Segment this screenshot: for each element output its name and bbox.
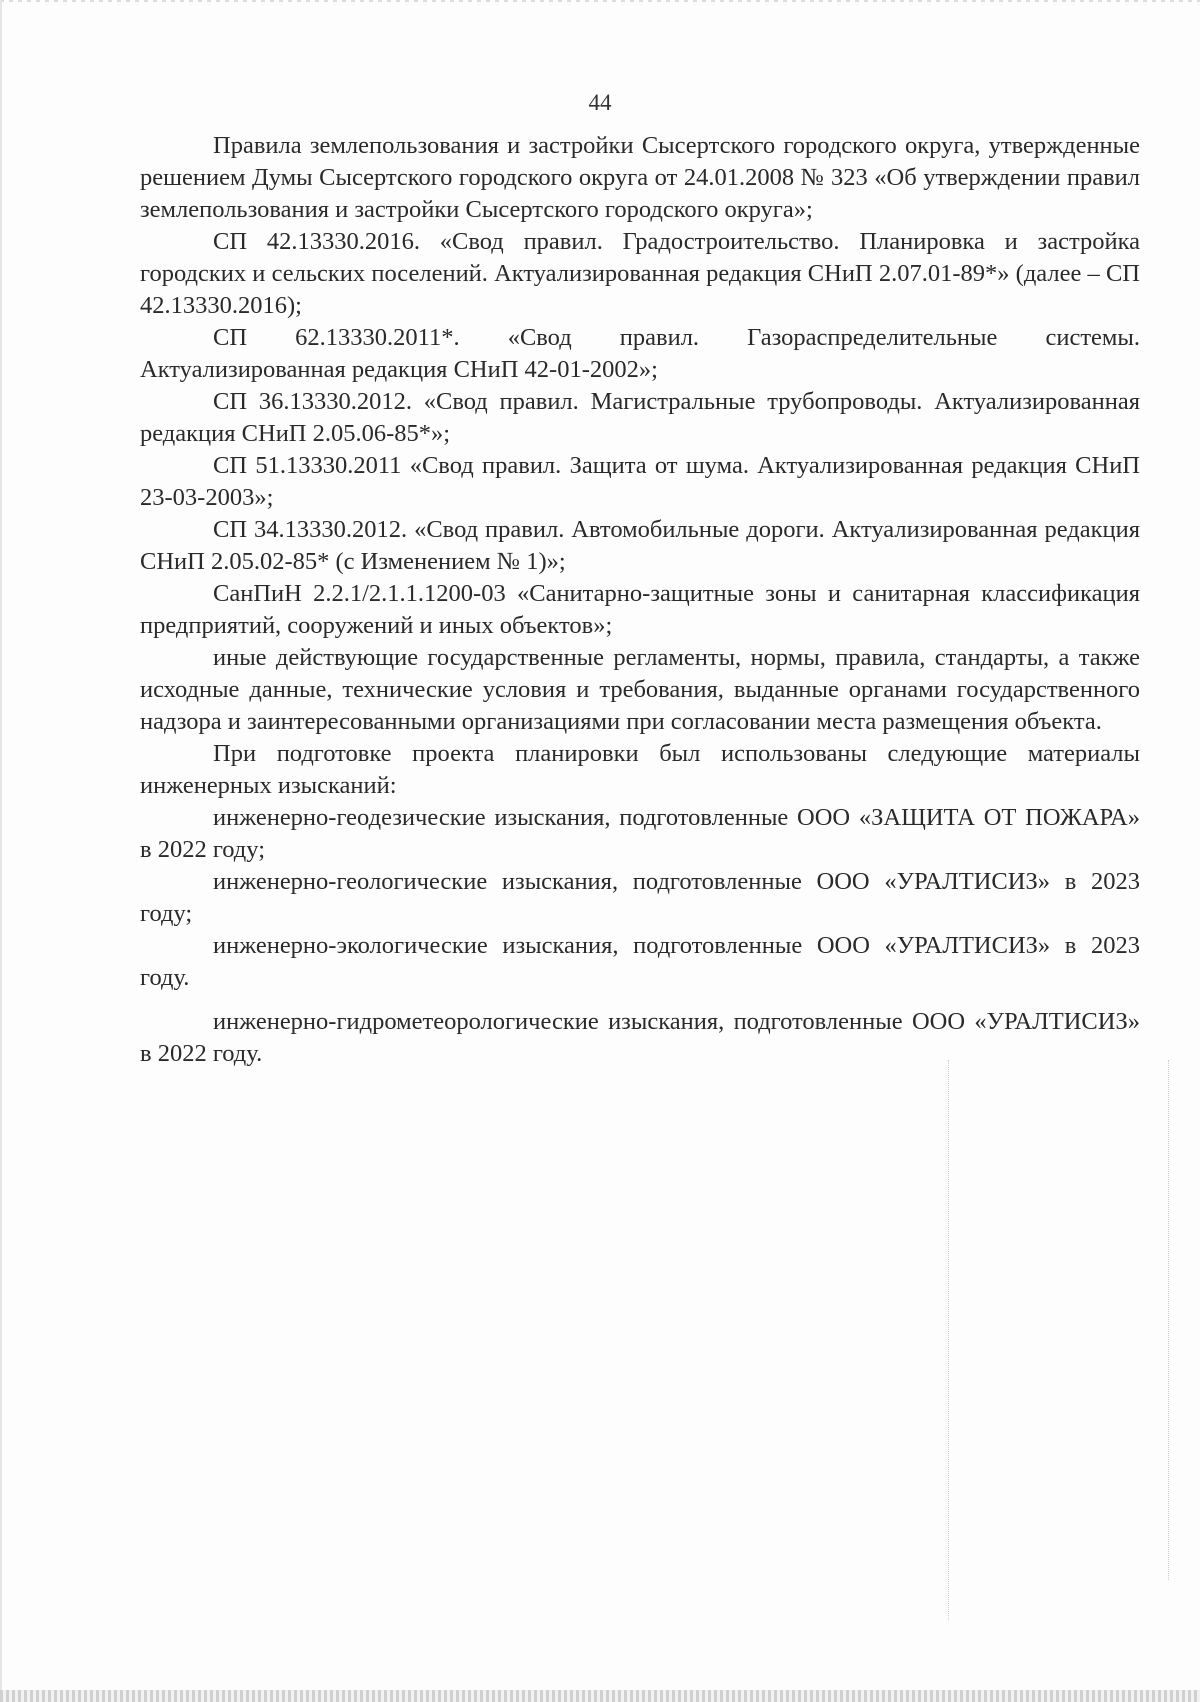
paragraph-ecological-survey: инженерно-экологические изыскания, подготовленные ООО «УРАЛТИСИЗ» в 2023 году. bbox=[140, 932, 1140, 991]
scan-edge-top bbox=[0, 0, 1200, 2]
paragraph-sp-62: СП 62.13330.2011*. «Свод правил. Газораспределительные системы. Актуализированная редакция СНиП 42-01-2002»; bbox=[140, 324, 1140, 383]
paragraph-sp-34: СП 34.13330.2012. «Свод правил. Автомобильные дороги. Актуализированная редакция СНиП 2.05.02-85* (с Изменением № 1)»; bbox=[140, 516, 1140, 575]
scan-edge-bottom bbox=[0, 1690, 1200, 1702]
paragraph-sanpin: СанПиН 2.2.1/2.1.1.1200-03 «Санитарно-защитные зоны и санитарная классификация предприятий, сооружений и иных объектов»; bbox=[140, 580, 1140, 639]
page-number: 44 bbox=[588, 90, 612, 115]
paragraph-survey-intro: При подготовке проекта планировки был использованы следующие материалы инженерных изысканий: bbox=[140, 740, 1140, 799]
body-text bbox=[140, 130, 1140, 1070]
paragraph-geological-survey: инженерно-геологические изыскания, подготовленные ООО «УРАЛТИСИЗ» в 2023 году; bbox=[140, 868, 1140, 927]
paragraph-other-regulations: иные действующие государственные регламенты, нормы, правила, стандарты, а также исходные данные, технические условия и требования, выданные органами государственного надзора и заинтересованными организациями при согласовании места размещения объекта. bbox=[140, 644, 1140, 735]
scan-artifact-line bbox=[1168, 1060, 1169, 1580]
paragraph-sp-42: СП 42.13330.2016. «Свод правил. Градостроительство. Планировка и застройка городских и сельских поселений. Актуализированная редакция СНиП 2.07.01-89*» (далее – СП 42.13330.2016); bbox=[140, 228, 1140, 319]
paragraph-sp-51: СП 51.13330.2011 «Свод правил. Защита от шума. Актуализированная редакция СНиП 23-03-2003»; bbox=[140, 452, 1140, 511]
paragraph-sp-36: СП 36.13330.2012. «Свод правил. Магистральные трубопроводы. Актуализированная редакция СНиП 2.05.06-85*»; bbox=[140, 388, 1140, 447]
scan-edge-left bbox=[0, 0, 2, 1702]
paragraph-geodetic-survey: инженерно-геодезические изыскания, подготовленные ООО «ЗАЩИТА ОТ ПОЖАРА» в 2022 году; bbox=[140, 804, 1140, 863]
paragraph-hydromet-survey: инженерно-гидрометеорологические изыскания, подготовленные ООО «УРАЛТИСИЗ» в 2022 году. bbox=[140, 1008, 1140, 1067]
paragraph-pzz-rules: Правила землепользования и застройки Сысертского городского округа, утвержденные решением Думы Сысертского городского округа от 24.01.2008 № 323 «Об утверждении правил землепользования и застройки Сысертского городского округа»; bbox=[140, 132, 1140, 223]
scan-artifact-line bbox=[948, 1060, 949, 1620]
